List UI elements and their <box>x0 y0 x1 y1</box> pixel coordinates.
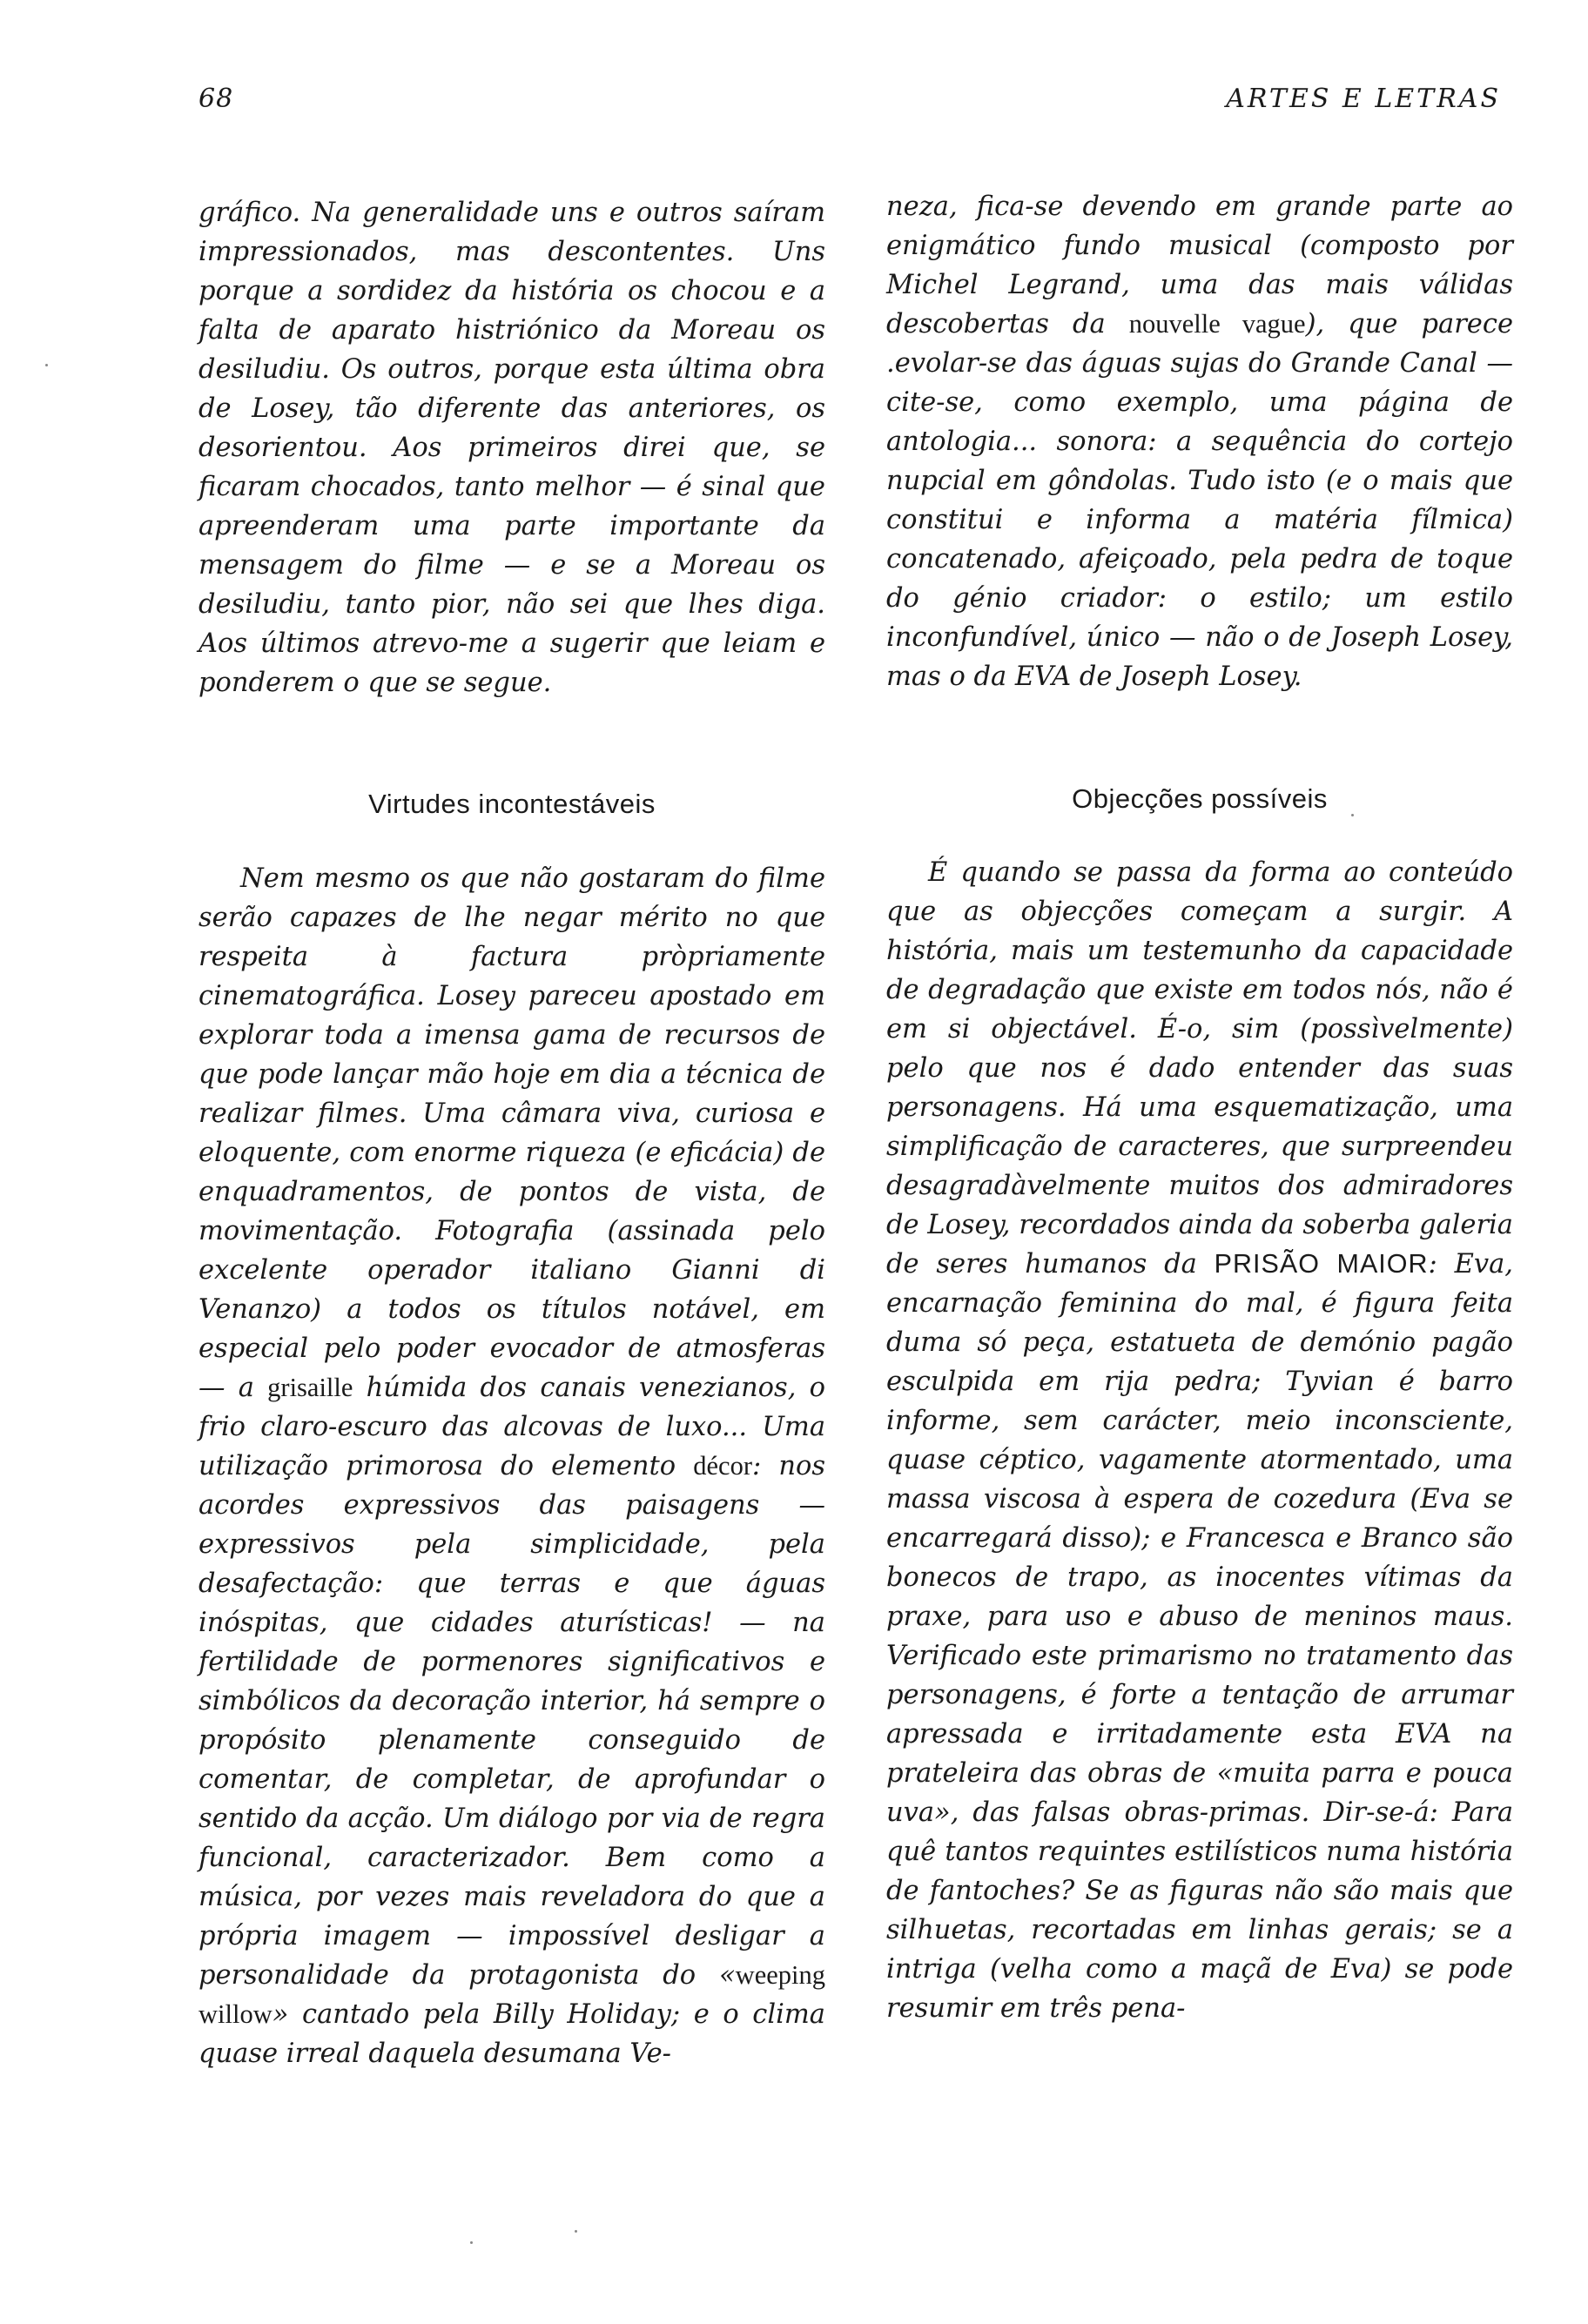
scan-speck <box>45 364 48 366</box>
section-heading-right: Objecções possíveis <box>1072 783 1328 814</box>
right-column-bottom <box>886 853 1513 2028</box>
paragraph <box>886 187 1513 696</box>
text-run: neza, fica-se devendo em grande parte ao enigmático fundo musical (composto por Michel Legrand, uma das mais válidas descobertas da <box>886 191 1513 339</box>
text-run: : Eva, encarnação feminina do mal, é figura feita duma só peça, estatueta de demónio pagão esculpida em rija pedra; Tyvian é barro informe, sem carácter, meio inconsciente, quase céptico, vagamente atormentado, uma massa viscosa à espera de cozedura (Eva se encarregará disso); e Francesca e Branco são bonecos de trapo, as inocentes vítimas da praxe, para uso e abuso de meninos maus. Verificado este primarismo no tratamento das personagens, é forte a tentação de arrumar apressada e irritadamente esta EVA na prateleira das obras de «muita parra e pouca uva», das falsas obras-primas. Dir-se-á: Para quê tantos requintes estilísticos numa história de fantoches? Se as figuras não são mais que silhuetas, recortadas em linhas gerais; se a intriga (velha como a maçã de Eva) se pode resumir em três pena- <box>886 1249 1513 2024</box>
section-heading-left: Virtudes incontestáveis <box>368 789 656 819</box>
roman-term: grisaille <box>267 1373 353 1402</box>
right-column-top <box>886 187 1513 696</box>
page-header <box>198 84 1501 127</box>
text-run: : nos acordes expressivos das paisagens — expressivos pela simplicidade, pela desafectação: que terras e que águas inóspitas, que cidades aturísticas! — na fertilidade de pormenores significativos e simbólicos da decoração interior, há sempre o propósito plenamente conseguido de comentar, de completar, de aprofundar o sentido da acção. Um diálogo por via de regra funcional, caracterizador. Bem como a música, por vezes mais reveladora do que a própria imagem — impossível desligar a personalidade da protagonista do « <box>198 1451 825 1991</box>
text-run: » cantado pela Billy Holiday; e o clima quase irreal daquela desumana Ve- <box>198 1999 825 2069</box>
paragraph <box>886 853 1513 2028</box>
scan-speck <box>470 2241 473 2244</box>
roman-term: décor <box>693 1451 752 1481</box>
running-head: ARTES E LETRAS <box>1226 84 1501 114</box>
text-run: É quando se passa da forma ao conteúdo que as objecções começam a surgir. A história, mais um testemunho da capacidade de degradação que existe em todos nós, não é em si objectável. É-o, sim (possìvelmente) pelo que nos é dado entender das suas personagens. Há uma esquematização, uma simplificação de caracteres, que surpreendeu desagradàvelmente muitos dos admiradores de Losey, recordados ainda da soberba galeria de seres humanos da <box>886 857 1513 1280</box>
scan-speck <box>575 2230 577 2233</box>
text-run: ), que parece .evolar-se das águas sujas do Grande Canal — cite-se, como exemplo, uma página de antologia... sonora: a sequência do cortejo nupcial em gôndolas. Tudo isto (e o mais que constitui e informa a matéria fílmica) concatenado, afeiçoado, pela pedra de toque do génio criador: o estilo; um estilo inconfundível, único — não o de Joseph Losey, mas o da EVA de Joseph Losey. <box>886 309 1513 692</box>
roman-term: weeping willow <box>198 1960 825 2029</box>
left-column-bottom <box>198 859 825 2073</box>
roman-term: nouvelle vague <box>1128 309 1306 339</box>
text-run: húmida dos canais venezianos, o frio claro-escuro das alcovas de luxo... Uma utilização primorosa do elemento <box>198 1373 825 1481</box>
film-title-caps: PRISÃO MAIOR <box>1214 1249 1429 1279</box>
text-run: Nem mesmo os que não gostaram do filme serão capazes de lhe negar mérito no que respeita à factura pròpriamente cinematográfica. Losey pareceu apostado em explorar toda a imensa gama de recursos de que pode lançar mão hoje em dia a técnica de realizar filmes. Uma câmara viva, curiosa e eloquente, com enorme riqueza (e eficácia) de enquadramentos, de pontos de vista, de movimentação. Fotografia (assinada pelo excelente operador italiano Gianni di Venanzo) a todos os títulos notável, em especial pelo poder evocador de atmosferas — a <box>198 863 825 1403</box>
scan-speck <box>1351 814 1354 816</box>
paragraph <box>198 859 825 2073</box>
page-number: 68 <box>198 84 234 114</box>
paragraph: gráfico. Na generalidade uns e outros saíram impressionados, mas descontentes. Uns porque a sordidez da história os chocou e a falta de aparato histriónico da Moreau os desiludiu. Os outros, porque esta última obra de Losey, tão diferente das anteriores, os desorientou. Aos primeiros direi que, se ficaram chocados, tanto melhor — é sinal que apreenderam uma parte importante da mensagem do filme — e se a Moreau os desiludiu, tanto pior, não sei que lhes diga. Aos últimos atrevo-me a sugerir que leiam e ponderem o que se segue. <box>198 198 825 698</box>
left-column-top <box>198 193 825 702</box>
